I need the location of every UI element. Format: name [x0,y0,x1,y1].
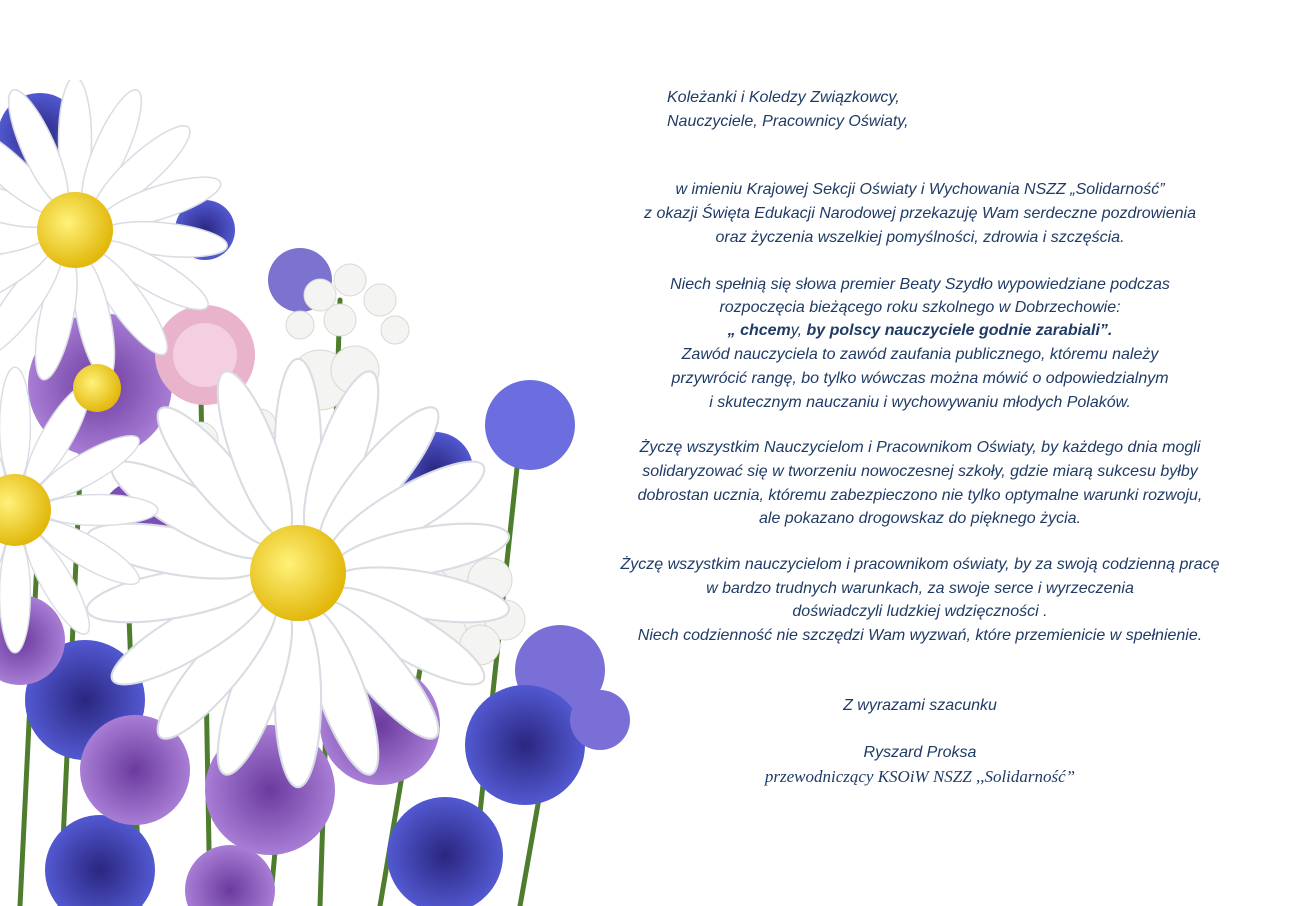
paragraph-1-line-3: oraz życzenia wszelkiej pomyślności, zdrowia i szczęścia. [715,229,1125,246]
quote-part-b: y, [790,322,803,339]
flower-bouquet-illustration [0,80,640,906]
paragraph-4-line-4: Niech codzienność nie szczędzi Wam wyzwań, które przemienicie w spełnienie. [637,627,1203,644]
paragraph-4-line-3: doświadczyli ludzkiej wdzięczności . [792,603,1048,620]
paragraph-1-line-1: w imieniu Krajowej Sekcji Oświaty i Wychowania NSZZ „Solidarność” [675,181,1165,198]
greeting-line-2: Nauczyciele, Pracownicy Oświaty, [667,113,909,130]
paragraph-3-line-4: ale pokazano drogowskaz do pięknego życia. [759,510,1081,527]
paragraph-2-line-5: przywrócić rangę, bo tylko wówczas można mówić o odpowiedzialnym [671,370,1169,387]
quote-line [560,321,1280,341]
greeting-letter [560,0,1280,906]
paragraph-4-line-2: w bardzo trudnych warunkach, za swoje serce i wyrzeczenia [706,580,1134,597]
greeting-line-1: Koleżanki i Koledzy Związkowcy, [667,89,900,106]
signature-title: przewodniczący KSOiW NSZZ ,,Solidarność” [764,767,1076,786]
signature-name: Ryszard Proksa [863,744,977,761]
paragraph-3-line-3: dobrostan ucznia, któremu zabezpieczono nie tylko optymalne warunki rozwoju, [637,487,1203,504]
paragraph-1-line-2: z okazji Święta Edukacji Narodowej przekazuję Wam serdeczne pozdrowienia [644,205,1196,222]
paragraph-2-line-6: i skutecznym nauczaniu i wychowywaniu młodych Polaków. [709,394,1131,411]
quote-part-c: by polscy nauczyciele godnie zarabiali”. [802,322,1113,339]
paragraph-2-line-2: rozpoczęcia bieżącego roku szkolnego w Dobrzechowie: [719,299,1121,316]
paragraph-4-line-1: Życzę wszystkim nauczycielom i pracownikom oświaty, by za swoją codzienną pracę [620,556,1220,573]
paragraph-3-line-1: Życzę wszystkim Nauczycielom i Pracownikom Oświaty, by każdego dnia mogli [639,439,1201,456]
paragraph-2-line-1: Niech spełnią się słowa premier Beaty Szydło wypowiedziane podczas [670,276,1170,293]
quote-part-a: „ chcem [727,322,791,339]
paragraph-3-line-2: solidaryzować się w tworzeniu nowoczesnej szkoły, gdzie miarą sukcesu byłby [642,463,1198,480]
closing-text: Z wyrazami szacunku [843,697,997,714]
paragraph-2-line-4: Zawód nauczyciela to zawód zaufania publicznego, któremu należy [681,346,1159,363]
